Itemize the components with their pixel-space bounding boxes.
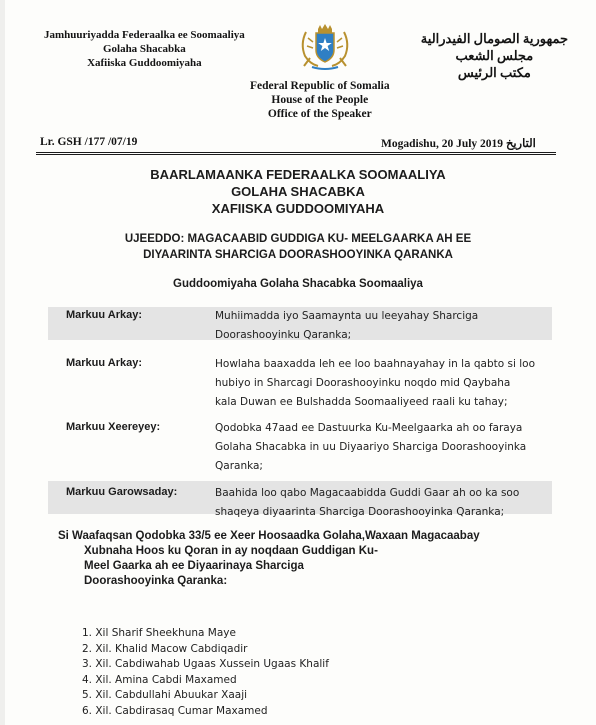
letterhead-english — [250, 79, 390, 121]
letterhead-arabic-line: مجلس الشعب — [455, 48, 534, 63]
member-list-item: 4. Xil. Amina Cabdi Maxamed — [82, 673, 237, 686]
member-list-item: 2. Xil. Khalid Macow Cabdiqadir — [82, 642, 248, 655]
header-rule — [36, 154, 556, 155]
clause-text — [215, 484, 519, 522]
letter-date: Mogadishu, 20 July 2019 التاريخ — [381, 138, 536, 150]
member-list-item: 3. Xil. Cabdiwahab Ugaas Xussein Ugaas Khalif — [82, 658, 329, 670]
letterhead-arabic-line: جمهورية الصومال الفيدرالية — [420, 31, 568, 46]
clause-label: Markuu Xeereyey: — [66, 421, 161, 433]
letterhead-english-line: Federal Republic of Somalia — [250, 80, 390, 92]
document-title-line: BAARLAMAANKA FEDERAALKA SOOMAALIYA — [150, 167, 446, 182]
letterhead-somali-line: Xafiiska Guddoomiyaha — [87, 57, 202, 69]
clause-label: Markuu Arkay: — [66, 309, 143, 321]
letterhead-arabic — [421, 30, 568, 81]
clause-text-line: kala Duwan ee Bulshadda Soomaaliyeed raali ku tahay; — [215, 396, 508, 408]
reference-number: Lr. GSH /177 /07/19 — [40, 136, 138, 148]
page-edge — [0, 0, 5, 725]
clause-text-line: Golaha Shacabka in uu Diyaariyo Sharciga Doorashooyinka — [215, 441, 527, 453]
clause-text — [215, 419, 526, 476]
resolution-line: Si Waafaqsan Qodobka 33/5 ee Xeer Hoosaadka Golaha,Waxaan Magacaabay — [58, 530, 480, 542]
document-title-line: XAFIISKA GUDDOOMIYAHA — [211, 201, 385, 216]
resolution-line: Doorashooyinka Qaranka: — [84, 575, 228, 587]
clause-text-line: Baahida loo qabo Magacaabidda Guddi Gaar ah oo ka soo — [215, 487, 520, 499]
clause-label: Markuu Arkay: — [66, 357, 143, 369]
letterhead-somali-line: Golaha Shacabka — [102, 43, 186, 55]
clause-text — [215, 355, 535, 412]
clause-text-line: Qodobka 47aad ee Dastuurka Ku-Meelgaarka ah oo faraya — [215, 422, 523, 434]
clause-text — [215, 307, 478, 345]
letterhead-somali-line: Jamhuuriyadda Federaalka ee Soomaaliya — [44, 29, 245, 41]
resolution-text — [58, 529, 480, 589]
subject-line: UJEEDDO: MAGACAABID GUDDIGA KU- MEELGAARKA AH EE — [124, 233, 472, 245]
member-list-item: 5. Xil. Cabdullahi Abuukar Xaaji — [82, 689, 248, 701]
clause-text-line: Muhiimadda iyo Saamaynta uu leeyahay Sharciga — [215, 310, 479, 322]
clause-text-line: Howlaha baaxadda leh ee loo baahnayahay in la qabto si loo — [215, 358, 535, 370]
clause-text-line: Doorashooyinku Qaranka; — [215, 329, 352, 341]
clause-text-line: Qaranka; — [215, 460, 263, 472]
addressee-heading: Guddoomiyaha Golaha Shacabka Soomaaliya — [173, 278, 423, 290]
document-title-line: GOLAHA SHACABKA — [231, 184, 365, 199]
clause-text-line: hubiyo in Sharcagi Doorashooyinku noqdo mid Qaybaha — [215, 377, 511, 389]
clause-label: Markuu Garowsaday: — [66, 486, 178, 498]
somalia-coat-of-arms-icon — [296, 22, 354, 72]
member-list-item: 1. Xil Sharif Sheekhuna Maye — [82, 627, 236, 639]
letterhead-somali — [44, 28, 245, 70]
resolution-line: Meel Gaarka ah ee Diyaarinaya Sharciga — [84, 560, 304, 572]
letterhead-arabic-line: مكتب الرئيس — [457, 65, 531, 80]
member-list — [82, 626, 329, 719]
letterhead-english-line: Office of the Speaker — [267, 108, 372, 120]
member-list-item: 6. Xil. Cabdirasaq Cumar Maxamed — [82, 704, 268, 717]
header-rule — [36, 152, 556, 153]
resolution-line: Xubnaha Hoos ku Qoran in ay noqdaan Guddigan Ku- — [84, 545, 378, 557]
clause-text-line: shaqeya diyaarinta Sharciga Doorashooyinka Qaranka; — [215, 506, 505, 518]
subject-line: DIYAARINTA SHARCIGA DOORASHOOYINKA QARANKA — [143, 249, 453, 261]
letterhead-english-line: House of the People — [271, 94, 369, 106]
